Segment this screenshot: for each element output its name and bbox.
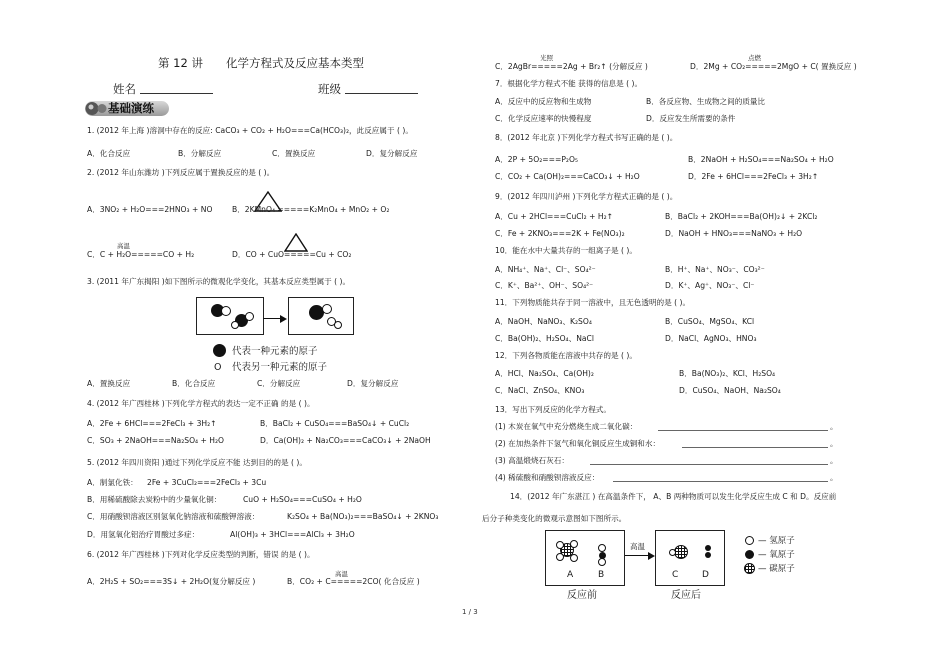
q7-option-a[interactable]: A．反应中的反应物和生成物 xyxy=(495,97,592,106)
hydrogen-atom xyxy=(556,553,564,561)
legend-hydrogen: — 氢原子 xyxy=(758,536,795,546)
q8-stem: 8．(2012 年北京 )下列化学方程式书写正确的是 ( )。 xyxy=(495,133,678,142)
q8-option-c[interactable]: C．CO₂ + Ca(OH)₂===CaCO₃↓ + H₂O xyxy=(495,172,640,181)
answer-line[interactable] xyxy=(658,430,828,431)
page-number: 1 / 3 xyxy=(462,608,478,616)
q12-option-b[interactable]: B．Ba(NO₃)₂、KCl、H₂SO₄ xyxy=(679,369,776,378)
white-atom xyxy=(334,321,342,329)
legend-oxygen: — 氧原子 xyxy=(758,550,795,560)
hydrogen-atom xyxy=(570,540,578,548)
q13-item-2: (2) 在加热条件下氢气和氧化铜反应生成铜和水： xyxy=(495,439,661,448)
class-blank[interactable] xyxy=(345,93,418,94)
q10-option-c[interactable]: C．K⁺、Ba²⁺、OH⁻、SO₄²⁻ xyxy=(495,281,594,290)
q7-option-b[interactable]: B．各反应物、生成物之间的质量比 xyxy=(646,97,766,106)
white-atom xyxy=(245,312,254,321)
q10-option-d[interactable]: D．K⁺、Ag⁺、NO₃⁻、Cl⁻ xyxy=(665,281,755,290)
legend-carbon-icon xyxy=(744,563,755,574)
oxygen-atom xyxy=(669,549,676,556)
q7-stem: 7．根据化学方程式不能 获得的信息是 ( )。 xyxy=(495,79,643,88)
q6-option-c[interactable]: C．2AgBr=====2Ag + Br₂↑ (分解反应 ) xyxy=(495,62,648,71)
q5-option-c-label[interactable]: C．用硝酸钡溶液区别氢氧化钠溶液和硫酸钾溶液： xyxy=(87,512,260,521)
q6-option-a[interactable]: A．2H₂S + SO₂===3S↓ + 2H₂O(复分解反应 ) xyxy=(87,577,256,586)
hydrogen-atom xyxy=(598,544,606,552)
hydrogen-atom xyxy=(556,541,564,549)
q1-option-a[interactable]: A．化合反应 xyxy=(87,149,131,158)
q3-option-b[interactable]: B．化合反应 xyxy=(172,379,216,388)
q3-stem: 3. (2011 年广东揭阳 )如下图所示的微观化学变化，其基本反应类型属于 ( )。 xyxy=(87,277,351,286)
q14-stem-line2: 后分子种类变化的微观示意图如下图所示。 xyxy=(482,514,627,523)
q12-stem: 12．下列各物质能在溶液中共存的是 ( )。 xyxy=(495,351,637,360)
q2-option-d[interactable]: D．CO + CuO=====Cu + CO₂ xyxy=(232,250,352,259)
label-d: D xyxy=(702,570,709,580)
q11-option-d[interactable]: D．NaCl、AgNO₃、HNO₃ xyxy=(665,334,757,343)
q14-condition: 高温 xyxy=(630,542,645,551)
q5-option-b-eq: CuO + H₂SO₄===CuSO₄ + H₂O xyxy=(243,495,362,504)
q3-option-a[interactable]: A．置换反应 xyxy=(87,379,131,388)
answer-period: 。 xyxy=(830,473,838,482)
q12-option-d[interactable]: D．CuSO₄、NaOH、Na₂SO₄ xyxy=(679,386,781,395)
page-title: 化学方程式及反应基本类型 xyxy=(226,56,364,70)
q6-option-b[interactable]: B．CO₂ + C=====2CO( 化合反应 ) xyxy=(287,577,420,586)
label-before: 反应前 xyxy=(567,590,597,601)
q3-before-box xyxy=(196,297,264,335)
q7-option-d[interactable]: D．反应发生所需要的条件 xyxy=(646,114,736,123)
q11-option-b[interactable]: B．CuSO₄、MgSO₄、KCl xyxy=(665,317,755,326)
q11-stem: 11．下列物质能共存于同一溶液中，且无色透明的是 ( )。 xyxy=(495,298,691,307)
q6-stem: 6. (2012 年广西桂林 )下列对化学反应类型的判断，错误 的是 ( )。 xyxy=(87,550,315,559)
q11-option-c[interactable]: C．Ba(OH)₂、H₂SO₄、NaCl xyxy=(495,334,594,343)
q3-option-d[interactable]: D．复分解反应 xyxy=(347,379,399,388)
white-atom xyxy=(231,321,239,329)
q13-item-3: (3) 高温煅烧石灰石： xyxy=(495,456,569,465)
label-a: A xyxy=(567,570,574,580)
q5-option-b-label[interactable]: B．用稀硫酸除去炭粉中的少量氧化铜： xyxy=(87,495,222,504)
q6-c-condition: 光照 xyxy=(540,54,553,62)
legend-hydrogen-icon xyxy=(745,536,754,545)
q10-option-b[interactable]: B．H⁺、Na⁺、NO₃⁻、CO₃²⁻ xyxy=(665,265,765,274)
q5-option-d-label[interactable]: D．用氢氧化铝治疗胃酸过多症： xyxy=(87,530,200,539)
q11-option-a[interactable]: A．NaOH、NaNO₃、K₂SO₄ xyxy=(495,317,592,326)
answer-line[interactable] xyxy=(682,447,828,448)
name-label: 姓名 xyxy=(113,82,136,96)
answer-period: 。 xyxy=(830,422,838,431)
hydrogen-atom xyxy=(598,558,606,566)
q3-legend-o: O xyxy=(214,362,222,373)
q9-option-c[interactable]: C．Fe + 2KNO₃===2K + Fe(NO₃)₂ xyxy=(495,229,625,238)
name-blank[interactable] xyxy=(140,93,213,94)
section-title: 基础演练 xyxy=(108,101,154,115)
label-b: B xyxy=(598,570,605,580)
lecture-number: 第 12 讲 xyxy=(158,56,203,70)
q5-option-a-eq: 2Fe + 3CuCl₂===2FeCl₃ + 3Cu xyxy=(147,478,267,487)
q9-option-d[interactable]: D．NaOH + HNO₃===NaNO₃ + H₂O xyxy=(665,229,803,238)
hydrogen-atom xyxy=(705,552,711,558)
answer-period: 。 xyxy=(830,439,838,448)
q3-legend-white: 代表另一种元素的原子 xyxy=(232,362,328,373)
q12-option-a[interactable]: A．HCl、Na₂SO₄、Ca(OH)₂ xyxy=(495,369,594,378)
hydrogen-atom xyxy=(705,545,711,551)
q14-stem-line1: 14．(2012 年广东湛江 ) 在高温条件下， A、B 两种物质可以发生化学反应生成 C 和 D。反应前 xyxy=(510,492,837,501)
reaction-arrow xyxy=(263,318,285,319)
q2-c-condition: 高温 xyxy=(117,242,130,250)
q5-option-c-eq: K₂SO₄ + Ba(NO₃)₂===BaSO₄↓ + 2KNO₃ xyxy=(287,512,439,521)
q13-item-4: (4) 稀硫酸和硝酸钡溶液反应： xyxy=(495,473,600,482)
q3-option-c[interactable]: C．分解反应 xyxy=(257,379,301,388)
q1-option-b[interactable]: B．分解反应 xyxy=(178,149,222,158)
q4-option-c[interactable]: C．SO₃ + 2NaOH===Na₂SO₄ + H₂O xyxy=(87,436,225,445)
q10-option-a[interactable]: A．NH₄⁺、Na⁺、Cl⁻、SO₄²⁻ xyxy=(495,265,596,274)
legend-black-atom-icon xyxy=(213,344,226,357)
q2-option-b[interactable]: B．2KMnO₄ =====K₂MnO₄ + MnO₂ + O₂ xyxy=(232,205,390,214)
white-atom xyxy=(221,306,231,316)
legend-carbon: — 碳原子 xyxy=(758,564,795,574)
q9-option-b[interactable]: B．BaCl₂ + 2KOH===Ba(OH)₂↓ + 2KCl₂ xyxy=(665,212,818,221)
q14-after-box xyxy=(655,530,725,586)
q8-option-b[interactable]: B．2NaOH + H₂SO₄===Na₂SO₄ + H₂O xyxy=(688,155,834,164)
q3-legend-black: 代表一种元素的原子 xyxy=(232,346,318,357)
answer-period: 。 xyxy=(830,456,838,465)
q1-option-d[interactable]: D．复分解反应 xyxy=(366,149,418,158)
label-c: C xyxy=(672,570,679,580)
q1-stem: 1. (2012 年上海 )溶洞中存在的反应: CaCO₃ + CO₂ + H₂O===Ca(HCO₃)₂，此反应属于 ( )。 xyxy=(87,126,413,135)
q8-option-d[interactable]: D．2Fe + 6HCl===2FeCl₃ + 3H₂↑ xyxy=(688,172,819,181)
q6-d-condition: 点燃 xyxy=(748,54,761,62)
q9-stem: 9．(2012 年四川泸州 )下列化学方程式正确的是 ( )。 xyxy=(495,192,678,201)
hydrogen-atom xyxy=(570,554,578,562)
q13-item-1: (1) 木炭在氧气中充分燃烧生成二氧化碳： xyxy=(495,422,638,431)
q2-stem: 2. (2012 年山东潍坊 )下列反应属于置换反应的是 ( )。 xyxy=(87,168,275,177)
q9-option-a[interactable]: A．Cu + 2HCl===CuCl₂ + H₂↑ xyxy=(495,212,614,221)
class-label: 班级 xyxy=(318,82,341,96)
q10-stem: 10．能在水中大量共存的一组离子是 ( )。 xyxy=(495,246,637,255)
q13-stem: 13．写出下列反应的化学方程式。 xyxy=(495,405,611,414)
q4-stem: 4. (2012 年广西桂林 )下列化学方程式的表达一定不正确 的是 ( )。 xyxy=(87,399,315,408)
answer-line[interactable] xyxy=(613,481,828,482)
answer-line[interactable] xyxy=(590,464,828,465)
q4-option-d[interactable]: D．Ca(OH)₂ + Na₂CO₃===CaCO₃↓ + 2NaOH xyxy=(260,436,431,445)
q2-option-c[interactable]: C．C + H₂O=====CO + H₂ xyxy=(87,250,195,259)
q4-option-b[interactable]: B．BaCl₂ + CuSO₄===BaSO₄↓ + CuCl₂ xyxy=(260,419,410,428)
q3-after-box xyxy=(288,297,354,335)
q5-option-a-label[interactable]: A．制氯化铁： xyxy=(87,478,138,487)
q6-b-condition: 高温 xyxy=(335,570,348,578)
white-atom xyxy=(322,304,332,314)
q2-option-a[interactable]: A．3NO₂ + H₂O===2HNO₃ + NO xyxy=(87,205,213,214)
q7-option-c[interactable]: C．化学反应速率的快慢程度 xyxy=(495,114,592,123)
carbon-atom xyxy=(674,545,688,559)
q1-option-c[interactable]: C．置换反应 xyxy=(272,149,316,158)
q8-option-a[interactable]: A．2P + 5O₂===P₂O₅ xyxy=(495,155,578,164)
q6-option-d[interactable]: D．2Mg + CO₂=====2MgO + C( 置换反应 ) xyxy=(690,62,857,71)
legend-oxygen-icon xyxy=(745,550,754,559)
q12-option-c[interactable]: C．NaCl、ZnSO₄、KNO₃ xyxy=(495,386,585,395)
q5-option-d-eq: Al(OH)₃ + 3HCl===AlCl₃ + 3H₂O xyxy=(230,530,355,539)
q14-before-box xyxy=(545,530,625,586)
reaction-arrow xyxy=(625,555,653,556)
q4-option-a[interactable]: A．2Fe + 6HCl===2FeCl₃ + 3H₂↑ xyxy=(87,419,217,428)
label-after: 反应后 xyxy=(671,590,701,601)
q5-stem: 5. (2012 年四川资阳 )通过下列化学反应不能 达到目的的是 ( )。 xyxy=(87,458,307,467)
